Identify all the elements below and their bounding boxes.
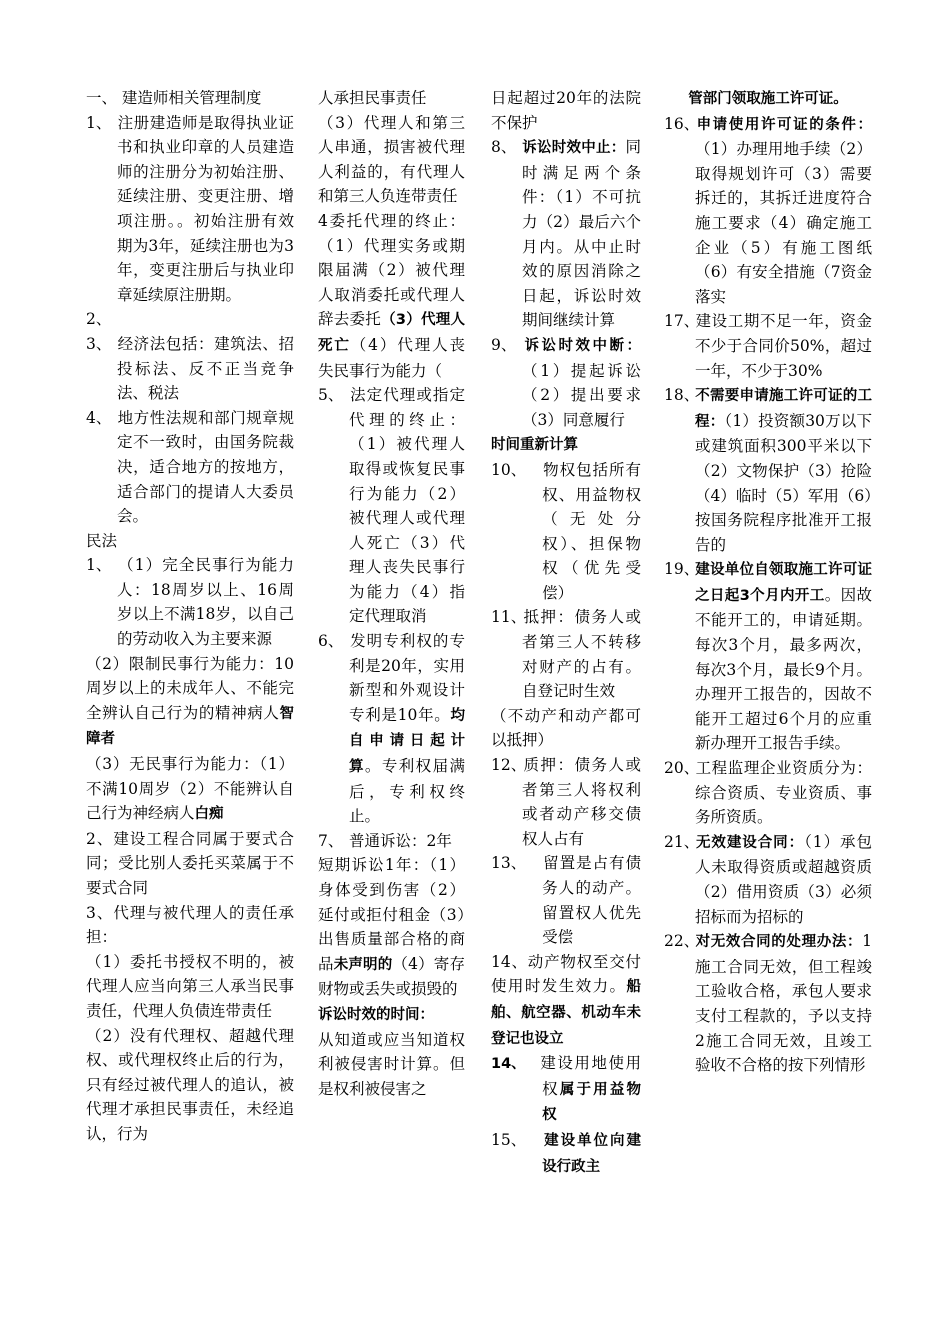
item-text: 普通诉讼：2年 <box>349 831 452 850</box>
item-text: 1施工合同无效，但工程竣工验收合格，承包人要求支付工程款的，予以支持2施工合同无效，且竣工验收不合格的按下列情形 <box>695 932 872 1075</box>
bold-text: 诉讼时效中止： <box>522 140 626 157</box>
item-number: 2、 <box>86 310 112 329</box>
section-heading: 一、 建造师相关管理制度 <box>86 89 262 107</box>
item-text: 。因故不能开工的，申请延期。每次3个月，最多两次，每次3个月，最长9个月。办理开工报告的，因故不能开工超过6个月的应重新办理开工报告手续。 <box>695 585 872 753</box>
paragraph <box>86 752 294 827</box>
bold-text: 时间重新计算 <box>491 437 578 454</box>
item-number: 9、 <box>491 335 517 354</box>
item-number: 14、 <box>491 1056 526 1073</box>
paragraph: 从知道或应当知道权利被侵害时计算。但是权利被侵害之 <box>318 1030 465 1098</box>
paragraph <box>318 853 465 1002</box>
item-number: 18、 <box>664 386 700 405</box>
paragraph <box>318 209 465 383</box>
paragraph: （不动产和动产都可以抵押） <box>491 706 641 750</box>
item-number: 8、 <box>491 138 517 157</box>
bold-text: 均自申请日起计算 <box>349 707 465 776</box>
list-item <box>491 135 641 333</box>
paragraph: （1）委托书授权不明的，被代理人应当向第三人承当民事责任，代理人负债连带责任 <box>86 952 294 1020</box>
list-item <box>664 112 872 310</box>
paragraph <box>491 432 641 458</box>
item-number: 1、 <box>86 556 112 575</box>
paragraph: 人承担民事责任 <box>318 89 427 107</box>
column-4 <box>664 86 872 1078</box>
item-number: 15、 <box>491 1130 527 1149</box>
bold-text: 白痴 <box>194 806 224 823</box>
item-text: 法定代理或指定代理的终止：（1）被代理人取得或恢复民事行为能力（2）被代理人或代理人死亡（3）代理人丧失民事行为能力（4）指定代理取消 <box>349 386 465 626</box>
section-heading: 民法 <box>86 531 118 550</box>
bold-text: 诉讼时效中断： <box>522 337 641 354</box>
paragraph: （3）代理人和第三人串通，损害被代理人利益的，有代理人和第三人负连带责任 <box>318 113 465 206</box>
item-text: 经济法包括：建筑法、招投标法、反不正当竞争法、税法 <box>117 334 294 403</box>
item-text: 质押：债务人或者第三人将权利或者动产移交债权人占有 <box>522 756 641 848</box>
bold-text: 管部门领取施工许可证。 <box>688 91 848 107</box>
item-text: 建设工期不足一年，资金不少于合同价50%，超过一年，不少于30% <box>695 312 872 380</box>
item-text: （1）办理用地手续（2）取得规划许可（3）需要拆迁的，其拆迁进度符合施工要求（4）确定施工企业（5）有施工图纸（6）有安全措施（7资金落实 <box>695 140 872 306</box>
paragraph <box>318 1002 465 1028</box>
item-text: 抵押：债务人或者第三人不转移对财产的占有。自登记时生效 <box>522 608 641 701</box>
item-text: 同时满足两个条件：（1）不可抗力（2）最后六个月内。从中止时效的原因消除之日起，诉讼时效期间继续计算 <box>522 138 641 330</box>
list-item <box>86 406 294 529</box>
column-1 <box>86 86 294 1147</box>
list-item <box>664 756 872 830</box>
item-text: （1）投资额30万以下或建筑面积300平米以下（2）文物保护（3）抢险（4）临时（5）军用（6）按国务院程序批准开工报告的 <box>695 411 873 554</box>
bold-text: 不需要申请施工许可证的工程： <box>695 388 872 430</box>
item-text: 工程监理企业资质分为：综合资质、专业资质、事务所资质。 <box>695 759 872 827</box>
item-text: 注册建造师是取得执业证书和执业印章的人员建造师的注册分为初始注册、延续注册、变更注册、增项注册。。初始注册有效期为3年，延续注册也为3年，变更注册后与执业印章延续原注册期。 <box>117 113 294 304</box>
bold-text: 属于用益物权 <box>542 1081 641 1124</box>
list-item <box>664 309 872 383</box>
bold-text: 申请使用许可证的条件： <box>695 116 872 133</box>
paragraph <box>491 950 641 1051</box>
item-text: 建设用地使用权 <box>538 1054 641 1098</box>
text: （4）寄存财物或丢失或损毁的 <box>318 954 465 999</box>
text: 短期诉讼1年：（1）身体受到伤害（2）延付或拒付租金（3）出售质量部合格的商品 <box>318 856 465 973</box>
item-number: 19、 <box>664 560 700 579</box>
item-text: （1）提起诉讼（2）提出要求（3）同意履行 <box>522 361 641 429</box>
list-item <box>491 458 641 606</box>
item-number: 3、 <box>86 334 112 353</box>
text: 4委托代理的终止：（1）代理实务或期限届满（2）被代理人取消委托或代理人辞去委托 <box>318 211 465 329</box>
item-text: 。专利权届满后，专利权终止。 <box>349 757 465 826</box>
list-item <box>86 111 294 308</box>
item-number: 21、 <box>664 832 700 851</box>
list-item <box>491 1051 641 1128</box>
item-number: 17、 <box>664 312 700 331</box>
text: （2）限制民事行为能力：10周岁以上的未成年人、不能完全辨认自己行为的精神病人 <box>86 654 294 722</box>
bold-text: 建设单位自领取施工许可证之日起3个月内开工 <box>695 562 872 604</box>
paragraph: （2）没有代理权、超越代理权、或代理权终止后的行为，只有经过被代理人的追认，被代理才承担民事责任，未经追认，行为 <box>86 1026 294 1143</box>
list-item <box>318 629 465 829</box>
item-number: 4、 <box>86 408 112 427</box>
item-number: 22、 <box>664 932 700 951</box>
paragraph: 3、代理与被代理人的责任承担： <box>86 903 294 947</box>
item-number: 7、 <box>318 831 344 850</box>
bold-text: 对无效合同的处理办法： <box>695 934 863 951</box>
item-number: 5、 <box>318 386 344 405</box>
bold-text: 智障者 <box>86 705 294 748</box>
paragraph <box>86 652 294 752</box>
column-3 <box>491 86 641 1179</box>
item-number: 11、 <box>491 608 527 627</box>
item-number: 12、 <box>491 756 527 775</box>
column-2 <box>318 86 465 1101</box>
item-text: 地方性法规和部门规章规定不一致时，由国务院裁决，适合地方的按地方，适合部门的提请人大委员会。 <box>117 408 294 526</box>
item-number: 10、 <box>491 460 527 479</box>
bold-text: 诉讼时效的时间： <box>318 1006 434 1023</box>
list-item <box>491 753 641 851</box>
list-item <box>664 383 872 557</box>
bold-text: 无效建设合同： <box>695 834 805 851</box>
list-item <box>86 553 294 651</box>
text: （4）代理人丧失民事行为能力（ <box>318 335 465 380</box>
list-item <box>318 829 465 854</box>
paragraph: 日起超过20年的法院不保护 <box>491 89 641 132</box>
item-number: 16、 <box>664 114 700 133</box>
list-item <box>86 307 294 332</box>
item-number: 20、 <box>664 759 700 778</box>
item-text: 发明专利权的专利是20年，实用新型和外观设计专利是10年。 <box>349 632 465 724</box>
item-number: 13、 <box>491 854 527 873</box>
list-item <box>491 851 641 949</box>
text: 14、动产物权至交付使用时发生效力。 <box>491 952 641 996</box>
text: （3）无民事行为能力：（1）不满10周岁（2）不能辨认自己行为神经病人 <box>86 755 294 823</box>
paragraph <box>664 86 872 112</box>
list-item <box>491 605 641 703</box>
bold-text: 建设单位向建设行政主 <box>542 1132 641 1175</box>
bold-text: （3）代理人死亡 <box>318 312 465 354</box>
item-text: 留置是占有债务人的动产。留置权人优先受偿 <box>542 854 641 947</box>
bold-text: 未声明的 <box>333 956 393 973</box>
list-item <box>318 383 465 629</box>
list-item <box>664 557 872 756</box>
list-item <box>491 333 641 432</box>
item-text: （1）完全民事行为能力人：18周岁以上、16周岁以上不满18岁，以自己的劳动收入为主要来源 <box>117 556 294 649</box>
list-item <box>491 1128 641 1179</box>
item-text: 物权包括所有权、用益物权（无处分权）、担保物权（优先受偿） <box>542 460 641 602</box>
bold-text: 船舶、航空器、机动车未登记也设立 <box>491 979 641 1047</box>
item-number: 6、 <box>318 632 344 651</box>
list-item <box>664 929 872 1078</box>
list-item <box>664 830 872 929</box>
paragraph: 2、建设工程合同属于要式合同；受比别人委托买菜属于不要式合同 <box>86 829 294 897</box>
list-item <box>86 332 294 406</box>
item-text: （1）承包人未取得资质或超越资质（2）借用资质（3）必须招标而为招标的 <box>695 832 872 926</box>
item-number: 1、 <box>86 113 112 132</box>
